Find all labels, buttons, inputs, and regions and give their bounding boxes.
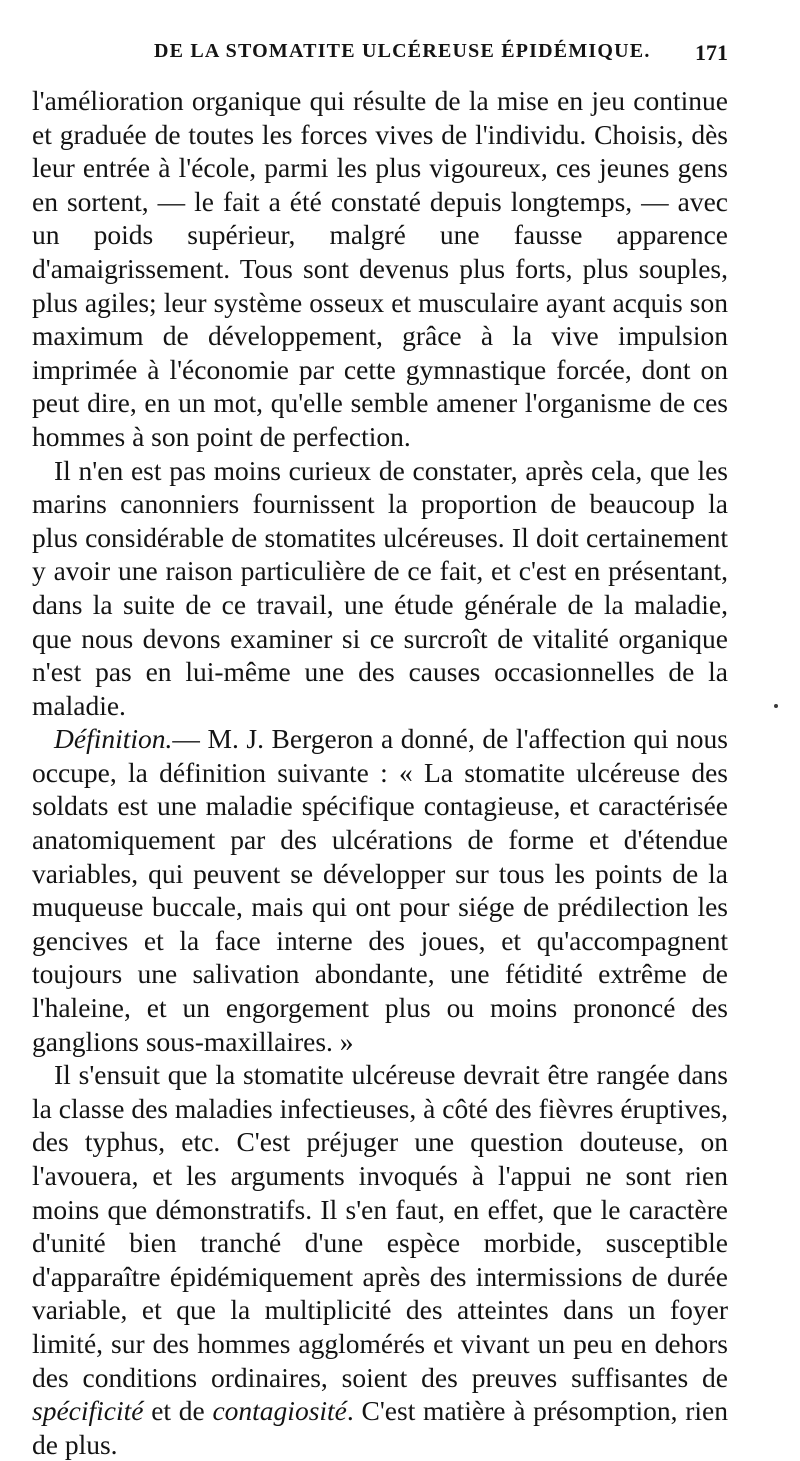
paragraph-1 xyxy=(32,84,728,454)
paragraph-4 xyxy=(32,1058,728,1461)
definition-heading: Définition. xyxy=(54,723,173,755)
paragraph-2-text: Il n'en est pas moins curieux de constater, après cela, que les marins canonniers fournissent la proportion de beaucoup la plus considérable de stomatites ulcéreuses. Il doit certainement y avoir une raison particulière de ce fait, et c'est en présentant, dans la suite de ce travail, une étude générale de la maladie, que nous devons examiner si ce surcroît de vitalité organique n'est pas en lui-même une des causes occasionnelles de la maladie. xyxy=(32,454,728,721)
paragraph-2 xyxy=(32,454,728,723)
definition-text: — M. J. Bergeron a donné, de l'affection qui nous occupe, la définition suivante : « La stomatite ulcéreuse des soldats est une maladie spécifique contagieuse, et caractérisée anatomiquement par des ulcérations de forme et d'étendue variables, qui peuvent se développer sur tous les points de la muqueuse buccale, mais qui ont pour siége de prédilection les gencives et la face interne des joues, et qu'accompagnent toujours une salivation abondante, une fétidité extrême de l'haleine, et un engorgement plus ou moins prononcé des ganglions sous-maxillaires. » xyxy=(32,723,728,1057)
scan-speck xyxy=(774,704,778,708)
term-contagiosite: contagiosité xyxy=(212,1395,347,1427)
paragraph-definition xyxy=(32,722,728,1058)
paragraph-4-text-a: Il s'ensuit que la stomatite ulcéreuse devrait être rangée dans la classe des maladies infectieuses, à côté des fièvres éruptives, des typhus, etc. C'est préjuger une question douteuse, on l'avouera, et les arguments invoqués à l'appui ne sont rien moins que démonstratifs. Il s'en faut, en effet, que le caractère d'unité bien tranché d'une espèce morbide, susceptible d'apparaître épidémiquement après des intermissions de durée variable, et que la multiplicité des atteintes dans un foyer limité, sur des hommes agglomérés et vivant un peu en dehors des conditions ordinaires, soient des preuves suffisantes de xyxy=(32,1059,728,1393)
page-number: 171 xyxy=(695,40,728,65)
paragraph-4-text-b: et de xyxy=(143,1395,213,1427)
body-text xyxy=(32,84,728,1461)
running-title: DE LA STOMATITE ULCÉREUSE ÉPIDÉMIQUE. xyxy=(154,40,651,62)
paragraph-1-text: l'amélioration organique qui résulte de la mise en jeu continue et graduée de toutes les forces vives de l'individu. Choisis, dès leur entrée à l'école, parmi les plus vigoureux, ces jeunes gens en sortent, — le fait a été constaté depuis longtemps, — avec un poids supérieur, malgré une fausse apparence d'amaigrissement. Tous sont devenus plus forts, plus souples, plus agiles; leur système osseux et musculaire ayant acquis son maximum de développement, grâce à la vive impulsion imprimée à l'économie par cette gymnastique forcée, dont on peut dire, en un mot, qu'elle semble amener l'organisme de ces hommes à son point de perfection. xyxy=(32,85,728,452)
running-head xyxy=(32,36,728,76)
page-content xyxy=(32,36,728,1461)
term-specificite: spécificité xyxy=(32,1395,144,1427)
paragraph-4-text-c: . C'est matière à présomption, rien de plus. xyxy=(32,1395,728,1460)
